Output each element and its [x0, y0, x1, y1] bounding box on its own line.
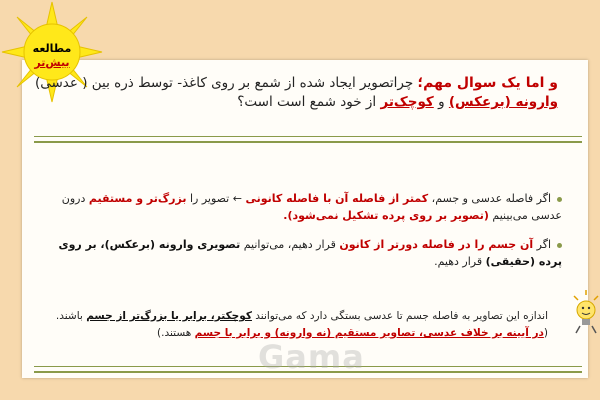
bullet-dot: [557, 197, 562, 202]
bullet1-part-2: ← تصویر را: [186, 192, 246, 205]
study-more-badge: [16, 42, 88, 70]
bullet2-bold-1: تصویری وارونه (برعکس)، بر روی پرده (حقیقی): [58, 238, 562, 268]
question-part-2: و: [433, 94, 449, 110]
watermark-logo: Gama: [258, 338, 365, 376]
bullet-item-2: [34, 236, 562, 270]
note-underline-1: کوچکتر، برابر یا بزرگ‌تر از جسم: [86, 310, 252, 322]
note-red-underline-1: در آیینه بر خلاف عدسی، تصاویر مستقیم (نه وارونه) و برابر با جسم: [194, 327, 544, 339]
note-part-3: هستند.): [157, 327, 195, 339]
question-head: و اما یک سوال مهم؛: [417, 75, 558, 91]
question-text: [28, 74, 558, 112]
note-part-2: باشند. (: [55, 310, 548, 339]
question-part-3: از خود شمع است است؟: [237, 94, 381, 110]
bullet2-part-3: قرار دهیم.: [434, 255, 486, 268]
bullet-dot: [557, 243, 562, 248]
bullet-item-1: [34, 190, 562, 224]
question-accent-1: وارونه (برعکس): [448, 94, 558, 110]
bullet1-part-3: درون عدسی می‌بینیم: [61, 192, 562, 222]
bullet2-red-1: آن جسم را در فاصله دورتر از کانون: [339, 238, 534, 251]
top-divider: [34, 136, 582, 143]
question-part-1: چراتصویر ایجاد شده از شمع بر روی کاغذ- توسط ذره بین ( عدسی): [34, 75, 418, 91]
bullet1-part-1: اگر فاصله عدسی و جسم،: [428, 192, 551, 205]
size-note: [48, 308, 548, 342]
lightbulb-icon: [572, 290, 600, 334]
note-part-1: اندازه این تصاویر به فاصله جسم تا عدسی بستگی دارد که می‌توانند: [251, 310, 548, 322]
badge-line-1: مطالعه: [32, 42, 72, 55]
bullet2-part-1: اگر: [533, 238, 551, 251]
bullet2-part-2: قرار دهیم، می‌توانیم: [240, 238, 340, 251]
bullet1-red-3: (تصویر بر روی پرده تشکیل نمی‌شود).: [283, 209, 489, 222]
badge-line-2: بیش‌تر: [34, 56, 70, 69]
bullet1-red-2: بزرگ‌تر و مستقیم: [88, 192, 187, 205]
bullet1-red-1: کمتر از فاصله آن با فاصله کانونی: [245, 192, 429, 205]
question-accent-2: کوچک‌تر: [380, 94, 434, 110]
